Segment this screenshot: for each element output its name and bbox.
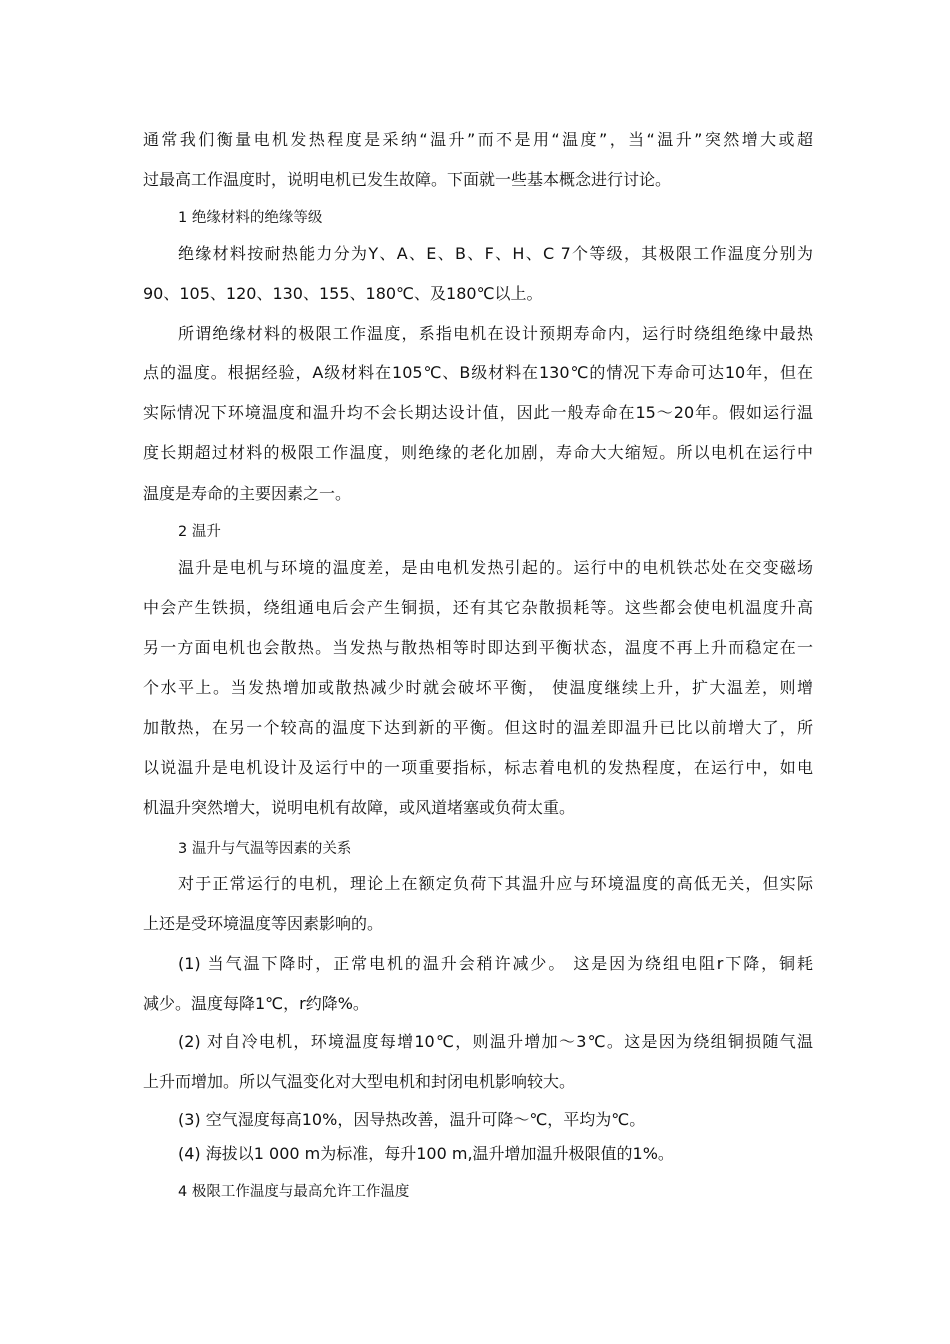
list-item-2: (2) 对自冷电机，环境温度每增10℃，则温升增加～3℃。这是因为绕组铜损随气温 bbox=[178, 1032, 813, 1051]
paragraph-line: 加散热，在另一个较高的温度下达到新的平衡。但这时的温差即温升已比以前增大了，所 bbox=[143, 718, 813, 737]
paragraph-line: 另一方面电机也会散热。当发热与散热相等时即达到平衡状态，温度不再上升而稳定在一 bbox=[143, 638, 813, 657]
paragraph-line: 中会产生铁损，绕组通电后会产生铜损，还有其它杂散损耗等。这些都会使电机温度升高 bbox=[143, 598, 813, 617]
paragraph-line: 实际情况下环境温度和温升均不会长期达设计值，因此一般寿命在15～20年。假如运行温 bbox=[143, 403, 813, 422]
paragraph-line: 减少。温度每降1℃，r约降%。 bbox=[143, 994, 369, 1013]
paragraph-line: 所谓绝缘材料的极限工作温度，系指电机在设计预期寿命内，运行时绕组绝缘中最热 bbox=[178, 324, 813, 343]
list-item-1: (1) 当气温下降时，正常电机的温升会稍许减少。 这是因为绕组电阻r下降，铜耗 bbox=[178, 954, 813, 973]
paragraph-line: 通常我们衡量电机发热程度是采纳“温升”而不是用“温度”，当“温升”突然增大或超 bbox=[143, 130, 813, 149]
paragraph-line: 温升是电机与环境的温度差，是由电机发热引起的。运行中的电机铁芯处在交变磁场 bbox=[178, 558, 813, 577]
section-heading-3: 3 温升与气温等因素的关系 bbox=[178, 841, 352, 857]
paragraph-line: 温度是寿命的主要因素之一。 bbox=[143, 484, 352, 503]
paragraph-line: 个水平上。当发热增加或散热减少时就会破坏平衡， 使温度继续上升，扩大温差，则增 bbox=[143, 678, 813, 697]
list-item-4: (4) 海拔以1 000 m为标准，每升100 m,温升增加温升极限值的1%。 bbox=[178, 1144, 674, 1163]
paragraph-line: 机温升突然增大，说明电机有故障，或风道堵塞或负荷太重。 bbox=[143, 798, 576, 817]
paragraph-line: 点的温度。根据经验，A级材料在105℃、B级材料在130℃的情况下寿命可达10年，但在 bbox=[143, 363, 813, 382]
section-heading-4: 4 极限工作温度与最高允许工作温度 bbox=[178, 1184, 410, 1200]
paragraph-line: 以说温升是电机设计及运行中的一项重要指标，标志着电机的发热程度，在运行中，如电 bbox=[143, 758, 813, 777]
paragraph-line: 过最高工作温度时，说明电机已发生故障。下面就一些基本概念进行讨论。 bbox=[143, 170, 672, 189]
paragraph-line: 绝缘材料按耐热能力分为Y、A、E、B、F、H、C 7个等级，其极限工作温度分别为 bbox=[178, 244, 813, 263]
section-heading-2: 2 温升 bbox=[178, 524, 221, 540]
list-item-3: (3) 空气湿度每高10%，因导热改善，温升可降～℃，平均为℃。 bbox=[178, 1110, 646, 1129]
paragraph-line: 上还是受环境温度等因素影响的。 bbox=[143, 914, 384, 933]
paragraph-line: 度长期超过材料的极限工作温度，则绝缘的老化加剧，寿命大大缩短。所以电机在运行中 bbox=[143, 443, 813, 462]
paragraph-line: 上升而增加。所以气温变化对大型电机和封闭电机影响较大。 bbox=[143, 1072, 576, 1091]
section-heading-1: 1 绝缘材料的绝缘等级 bbox=[178, 210, 323, 226]
paragraph-line: 对于正常运行的电机，理论上在额定负荷下其温升应与环境温度的高低无关，但实际 bbox=[178, 874, 813, 893]
paragraph-line: 90、105、120、130、155、180℃、及180℃以上。 bbox=[143, 284, 543, 303]
